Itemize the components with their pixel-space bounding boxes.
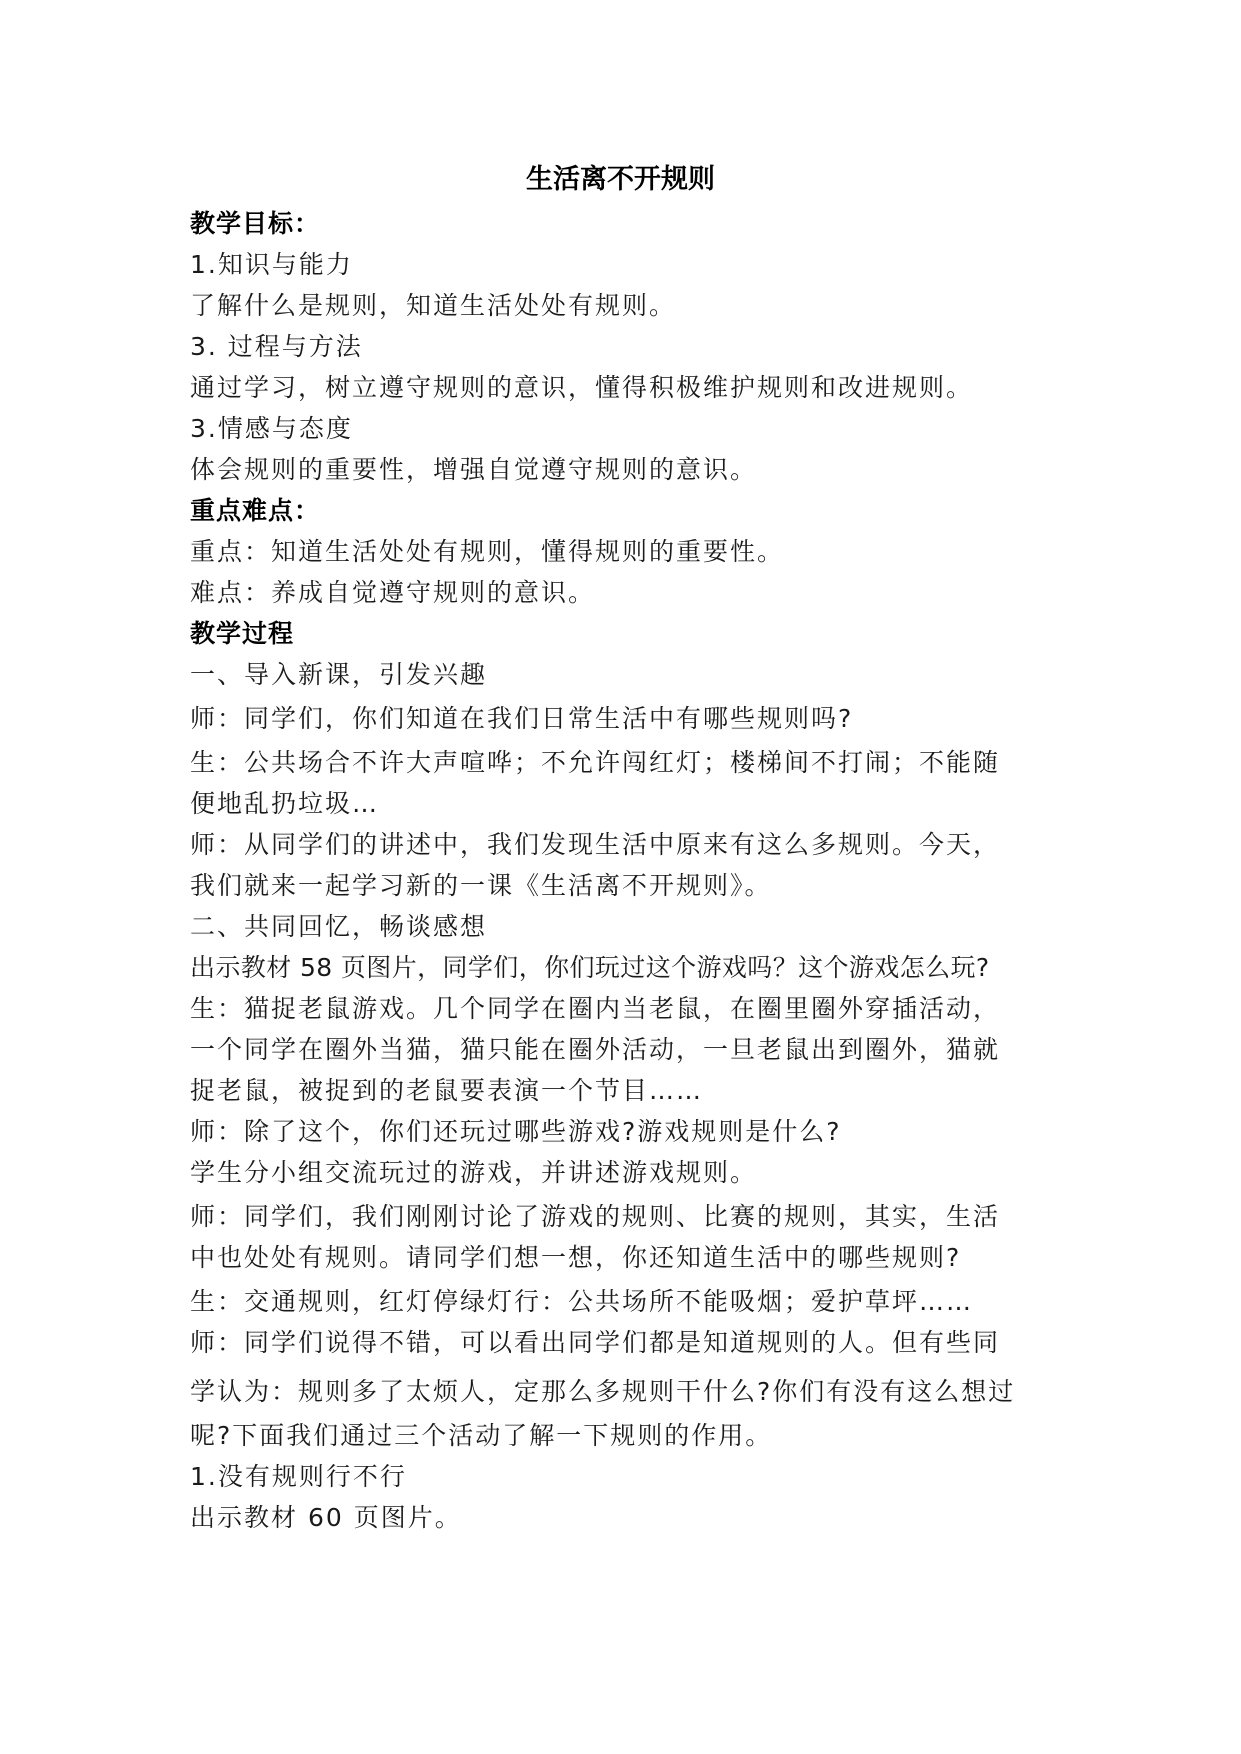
text-line: 师：同学们说得不错，可以看出同学们都是知道规则的人。但有些同 [190, 1328, 1001, 1357]
text-line: 师：同学们，我们刚刚讨论了游戏的规则、比赛的规则，其实，生活 [190, 1202, 1001, 1231]
text-line: 1.知识与能力 [190, 250, 353, 279]
text-line: 出示教材 60 页图片。 [190, 1503, 462, 1532]
text-line: 师：除了这个，你们还玩过哪些游戏?游戏规则是什么? [190, 1117, 842, 1146]
text-line: 生：公共场合不许大声喧哗；不允许闯红灯；楼梯间不打闹；不能随 [190, 748, 1001, 777]
text-line: 呢?下面我们通过三个活动了解一下规则的作用。 [190, 1421, 773, 1450]
text-line: 生：交通规则，红灯停绿灯行：公共场所不能吸烟；爱护草坪…… [190, 1287, 974, 1316]
text-line: 师：从同学们的讲述中，我们发现生活中原来有这么多规则。今天， [190, 830, 1001, 859]
text-line: 捉老鼠，被捉到的老鼠要表演一个节目…… [190, 1076, 704, 1105]
text-line: 便地乱扔垃圾… [190, 789, 380, 818]
text-line: 一、导入新课，引发兴趣 [190, 660, 488, 689]
text-line: 通过学习，树立遵守规则的意识，懂得积极维护规则和改进规则。 [190, 373, 974, 402]
text-line: 我们就来一起学习新的一课《生活离不开规则》。 [190, 871, 772, 900]
section-heading: 重点难点： [190, 496, 321, 525]
text-line: 3. 过程与方法 [190, 332, 363, 361]
section-heading: 教学过程 [190, 619, 295, 648]
text-line: 二、共同回忆，畅谈感想 [190, 912, 488, 941]
text-line: 师：同学们，你们知道在我们日常生活中有哪些规则吗? [190, 704, 854, 733]
text-line: 1.没有规则行不行 [190, 1462, 407, 1491]
text-line: 一个同学在圈外当猫，猫只能在圈外活动，一旦老鼠出到圈外，猫就 [190, 1035, 1001, 1064]
text-line: 3.情感与态度 [190, 414, 353, 443]
text-line: 学认为：规则多了太烦人，定那么多规则干什么?你们有没有这么想过 [190, 1377, 1016, 1406]
text-line: 生：猫捉老鼠游戏。几个同学在圈内当老鼠，在圈里圈外穿插活动， [190, 994, 1001, 1023]
document-body [190, 203, 1070, 1538]
text-line: 出示教材 58 页图片，同学们，你们玩过这个游戏吗？这个游戏怎么玩? [190, 953, 990, 982]
text-line: 体会规则的重要性，增强自觉遵守规则的意识。 [190, 455, 758, 484]
section-heading: 教学目标： [190, 209, 321, 238]
text-line: 中也处处有规则。请同学们想一想，你还知道生活中的哪些规则? [190, 1243, 962, 1272]
text-line: 学生分小组交流玩过的游戏，并讲述游戏规则。 [190, 1158, 758, 1187]
text-line: 了解什么是规则，知道生活处处有规则。 [190, 291, 677, 320]
text-line: 难点：养成自觉遵守规则的意识。 [190, 578, 596, 607]
document-title: 生活离不开规则 [526, 164, 715, 195]
text-line: 重点：知道生活处处有规则，懂得规则的重要性。 [190, 537, 785, 566]
